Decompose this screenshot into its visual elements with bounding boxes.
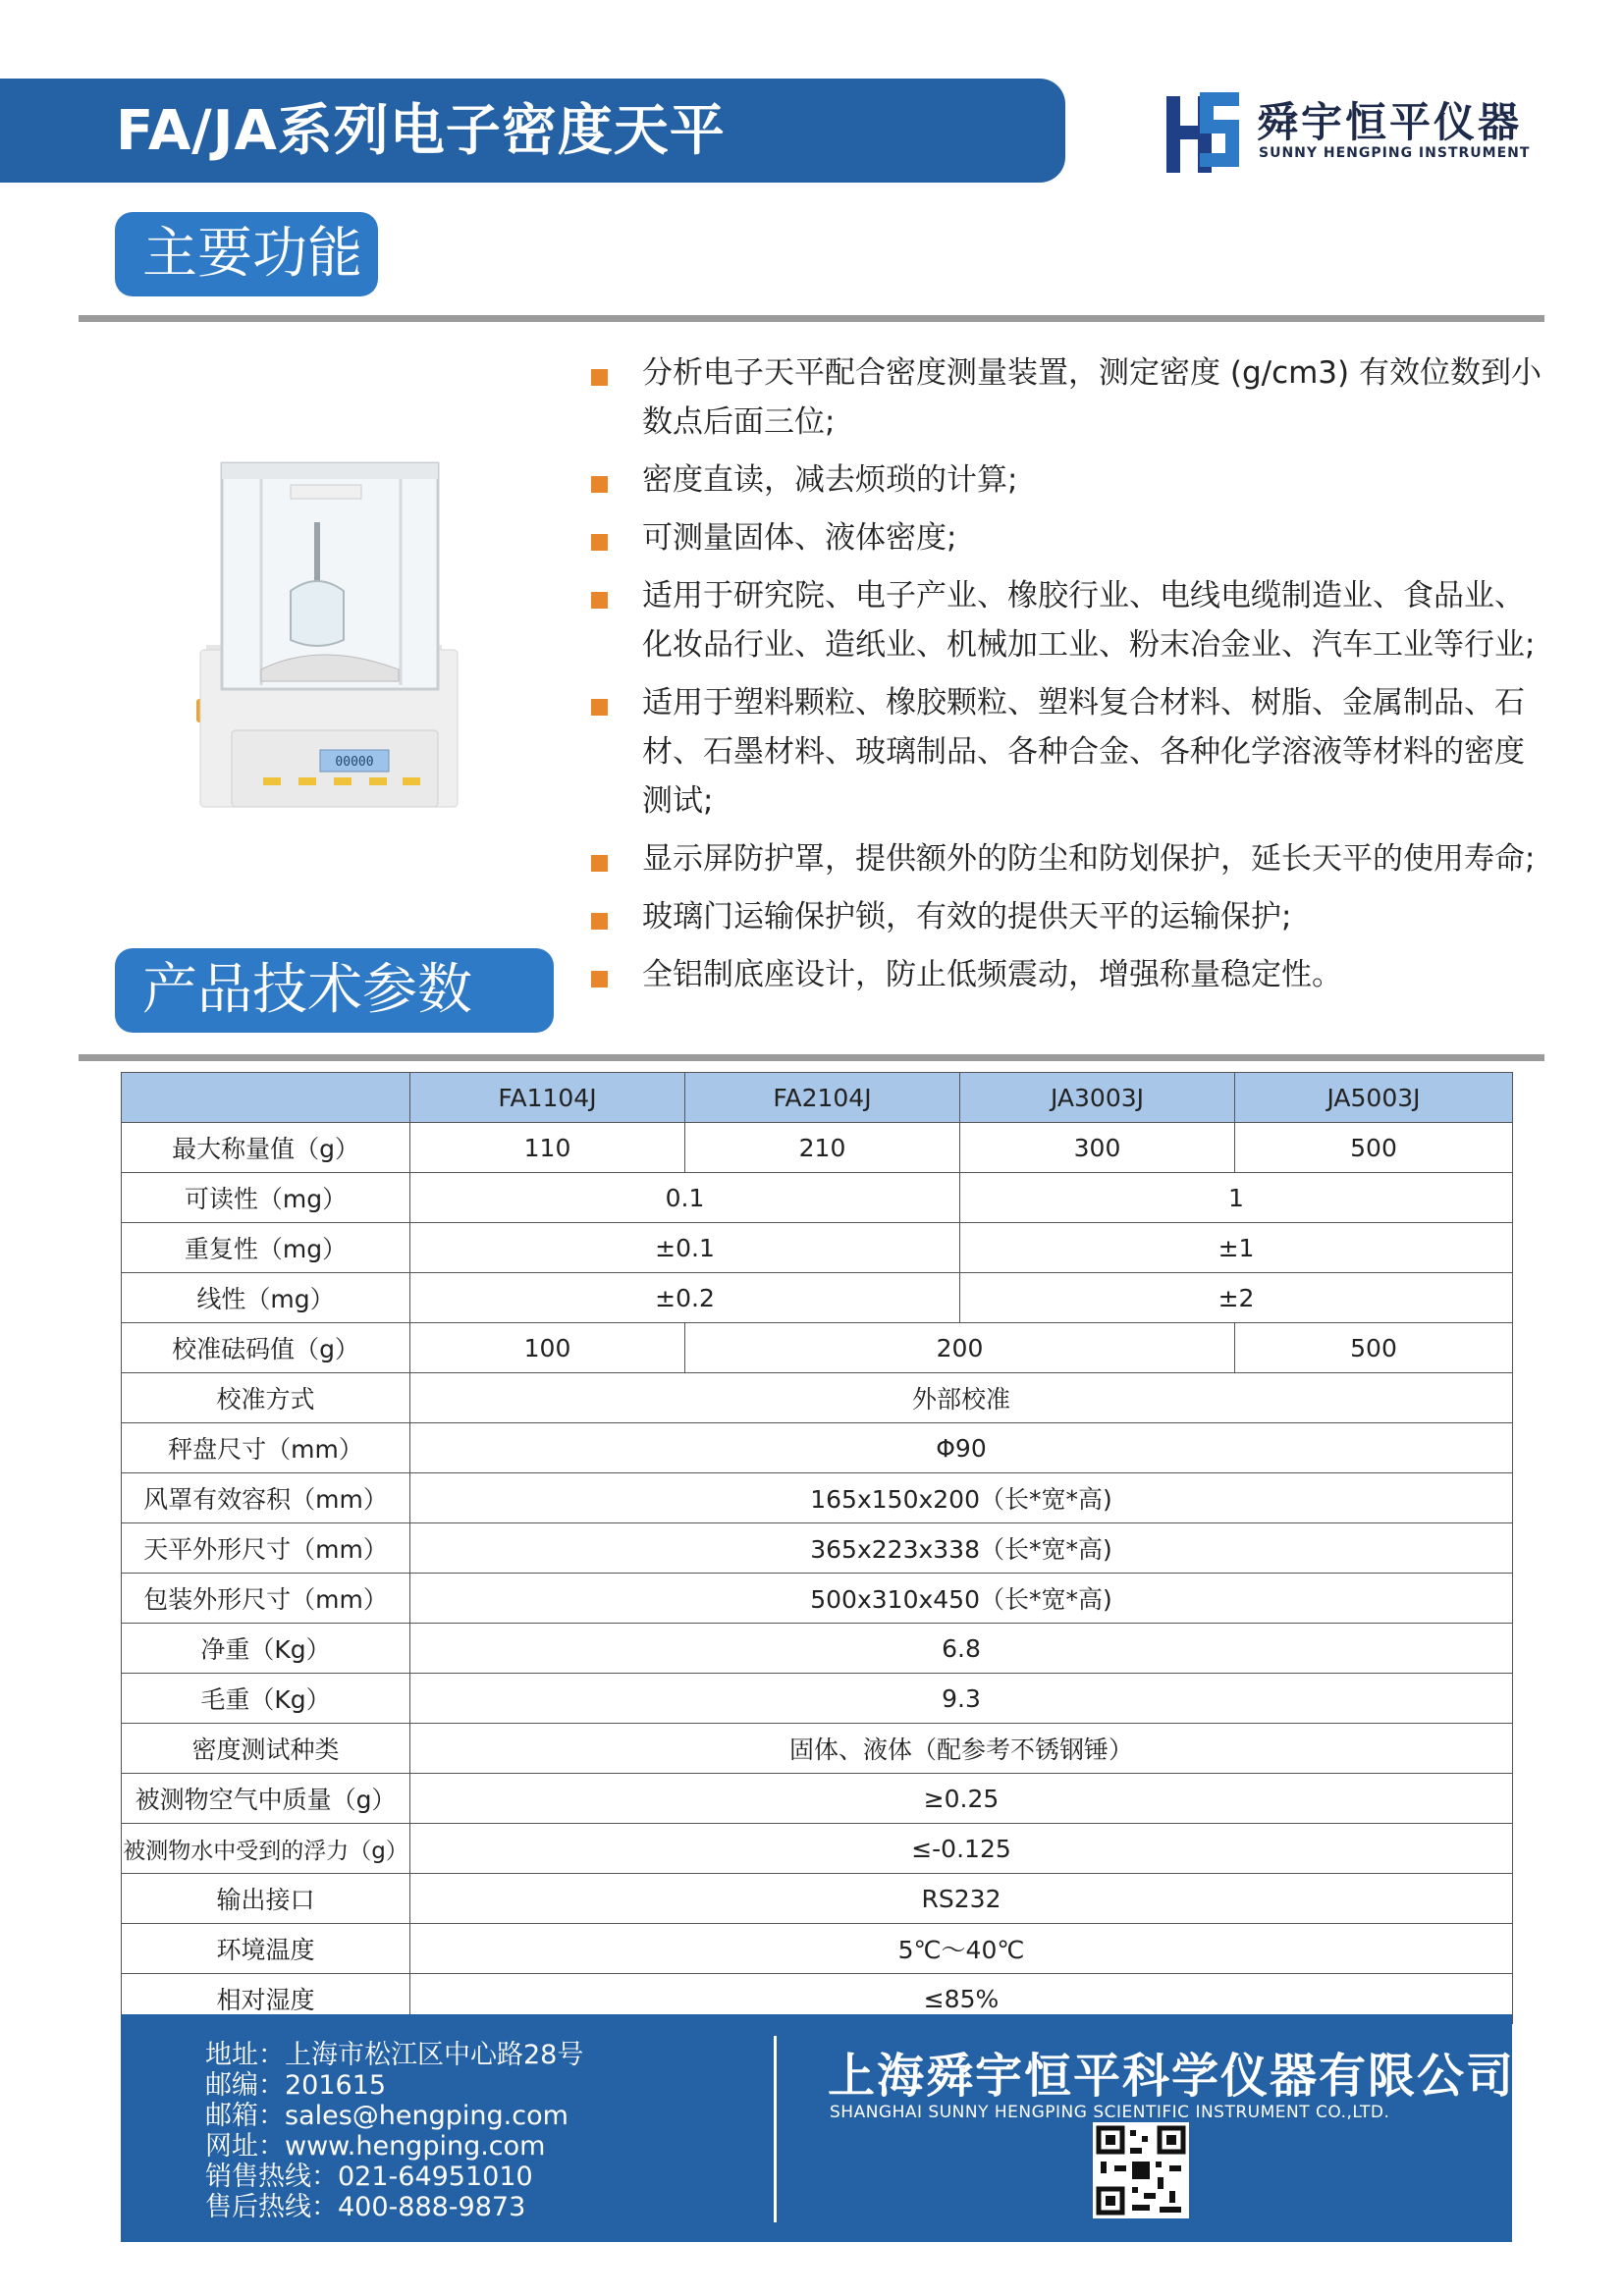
row-label: 秤盘尺寸（mm） <box>122 1423 410 1473</box>
cell-value: ≤85% <box>410 1974 1513 2024</box>
cell-value: 固体、液体（配参考不锈钢锤） <box>410 1724 1513 1774</box>
feature-item: 分析电子天平配合密度测量装置，测定密度 (g/cm3) 有效位数到小数点后面三位; <box>589 348 1542 447</box>
table-row <box>122 1323 1513 1373</box>
sales-hotline: 销售热线：021-64951010 <box>205 2162 533 2192</box>
address: 地址：上海市松江区中心路28号 <box>205 2040 584 2070</box>
row-label: 相对湿度 <box>122 1974 410 2024</box>
cell-value: Φ90 <box>410 1423 1513 1473</box>
table-row <box>122 1523 1513 1574</box>
cell-value: 200 <box>685 1323 1235 1373</box>
cell-value: 110 <box>410 1123 685 1173</box>
footer <box>121 2014 1516 2242</box>
row-label: 环境温度 <box>122 1924 410 1974</box>
section-specs-heading: 产品技术参数 <box>115 948 554 1033</box>
table-header-row <box>122 1073 1513 1123</box>
cell-value: 300 <box>960 1123 1235 1173</box>
table-row <box>122 1774 1513 1824</box>
feature-item: 玻璃门运输保护锁，有效的提供天平的运输保护; <box>589 892 1542 941</box>
table-row <box>122 1123 1513 1173</box>
row-label: 输出接口 <box>122 1874 410 1924</box>
cell-value: 210 <box>685 1123 960 1173</box>
model-header: FA2104J <box>685 1073 960 1123</box>
cell-value: 365x223x338（长*宽*高) <box>410 1523 1513 1574</box>
cell-value: 1 <box>960 1173 1513 1223</box>
cell-value: 100 <box>410 1323 685 1373</box>
row-label: 重复性（mg） <box>122 1223 410 1273</box>
table-row <box>122 1574 1513 1624</box>
contact-info <box>205 2040 583 2222</box>
table-row <box>122 1173 1513 1223</box>
row-label: 最大称量值（g） <box>122 1123 410 1173</box>
brand-logo <box>1163 88 1536 179</box>
table-row <box>122 1824 1513 1874</box>
cell-value: RS232 <box>410 1874 1513 1924</box>
service-hotline: 售后热线：400-888-9873 <box>205 2192 526 2222</box>
model-header: FA1104J <box>410 1073 685 1123</box>
feature-item: 全铝制底座设计，防止低频震动，增强称量稳定性。 <box>589 950 1542 999</box>
cell-value: 外部校准 <box>410 1373 1513 1423</box>
row-label: 包装外形尺寸（mm） <box>122 1574 410 1624</box>
qr-code-icon <box>1093 2122 1189 2218</box>
section-divider <box>79 1054 1544 1061</box>
email: 邮箱：sales@hengping.com <box>205 2101 568 2131</box>
website: 网址：www.hengping.com <box>205 2131 546 2162</box>
section-features-heading: 主要功能 <box>115 212 378 296</box>
brand-subtitle: SUNNY HENGPING INSTRUMENT <box>1259 145 1531 161</box>
row-label: 毛重（Kg） <box>122 1674 410 1724</box>
cell-value: 5℃～40℃ <box>410 1924 1513 1974</box>
table-row <box>122 1624 1513 1674</box>
cell-value: 500 <box>1235 1323 1513 1373</box>
row-label: 校准砝码值（g） <box>122 1323 410 1373</box>
table-row <box>122 1273 1513 1323</box>
section-divider <box>79 315 1544 322</box>
company-name-en: SHANGHAI SUNNY HENGPING SCIENTIFIC INSTRUMENT CO.,LTD. <box>830 2103 1390 2122</box>
table-row <box>122 1473 1513 1523</box>
cell-value: 6.8 <box>410 1624 1513 1674</box>
feature-item: 适用于研究院、电子产业、橡胶行业、电线电缆制造业、食品业、化妆品行业、造纸业、机械加工业、粉末冶金业、汽车工业等行业; <box>589 571 1542 669</box>
row-label: 密度测试种类 <box>122 1724 410 1774</box>
cell-value: 500 <box>1235 1123 1513 1173</box>
model-header: JA5003J <box>1235 1073 1513 1123</box>
page-title: FA/JA系列电子密度天平 <box>116 99 726 163</box>
footer-divider <box>774 2036 777 2222</box>
table-header-cell <box>122 1073 410 1123</box>
cell-value: ≥0.25 <box>410 1774 1513 1824</box>
table-row <box>122 1874 1513 1924</box>
table-row <box>122 1924 1513 1974</box>
row-label: 被测物空气中质量（g） <box>122 1774 410 1824</box>
row-label: 线性（mg） <box>122 1273 410 1323</box>
cell-value: 165x150x200（长*宽*高) <box>410 1473 1513 1523</box>
row-label: 校准方式 <box>122 1373 410 1423</box>
feature-item: 密度直读，减去烦琐的计算; <box>589 455 1542 505</box>
feature-item: 显示屏防护罩，提供额外的防尘和防划保护，延长天平的使用寿命; <box>589 834 1542 883</box>
model-header: JA3003J <box>960 1073 1235 1123</box>
feature-list <box>589 348 1542 1008</box>
company-name: 上海舜宇恒平科学仪器有限公司 <box>828 2049 1516 2104</box>
table-row <box>122 1223 1513 1273</box>
row-label: 净重（Kg） <box>122 1624 410 1674</box>
feature-item: 可测量固体、液体密度; <box>589 513 1542 562</box>
row-label: 可读性（mg） <box>122 1173 410 1223</box>
balance-display-value: 00000 <box>335 755 374 770</box>
row-label: 风罩有效容积（mm） <box>122 1473 410 1523</box>
cell-value: ±0.1 <box>410 1223 960 1273</box>
balance-illustration <box>192 454 467 827</box>
feature-item: 适用于塑料颗粒、橡胶颗粒、塑料复合材料、树脂、金属制品、石材、石墨材料、玻璃制品、各种合金、各种化学溶液等材料的密度测试; <box>589 678 1542 826</box>
table-row <box>122 1674 1513 1724</box>
table-row <box>122 1724 1513 1774</box>
cell-value: ≤-0.125 <box>410 1824 1513 1874</box>
brand-name: 舜宇恒平仪器 <box>1257 98 1523 146</box>
hs-logo-icon <box>1163 88 1245 179</box>
row-label: 天平外形尺寸（mm） <box>122 1523 410 1574</box>
table-row <box>122 1373 1513 1423</box>
cell-value: ±1 <box>960 1223 1513 1273</box>
row-label: 被测物水中受到的浮力（g） <box>122 1824 410 1874</box>
cell-value: ±2 <box>960 1273 1513 1323</box>
table-row <box>122 1423 1513 1473</box>
postcode: 邮编：201615 <box>205 2070 387 2101</box>
spec-table <box>121 1072 1513 2024</box>
cell-value: 0.1 <box>410 1173 960 1223</box>
cell-value: 9.3 <box>410 1674 1513 1724</box>
cell-value: ±0.2 <box>410 1273 960 1323</box>
cell-value: 500x310x450（长*宽*高) <box>410 1574 1513 1624</box>
